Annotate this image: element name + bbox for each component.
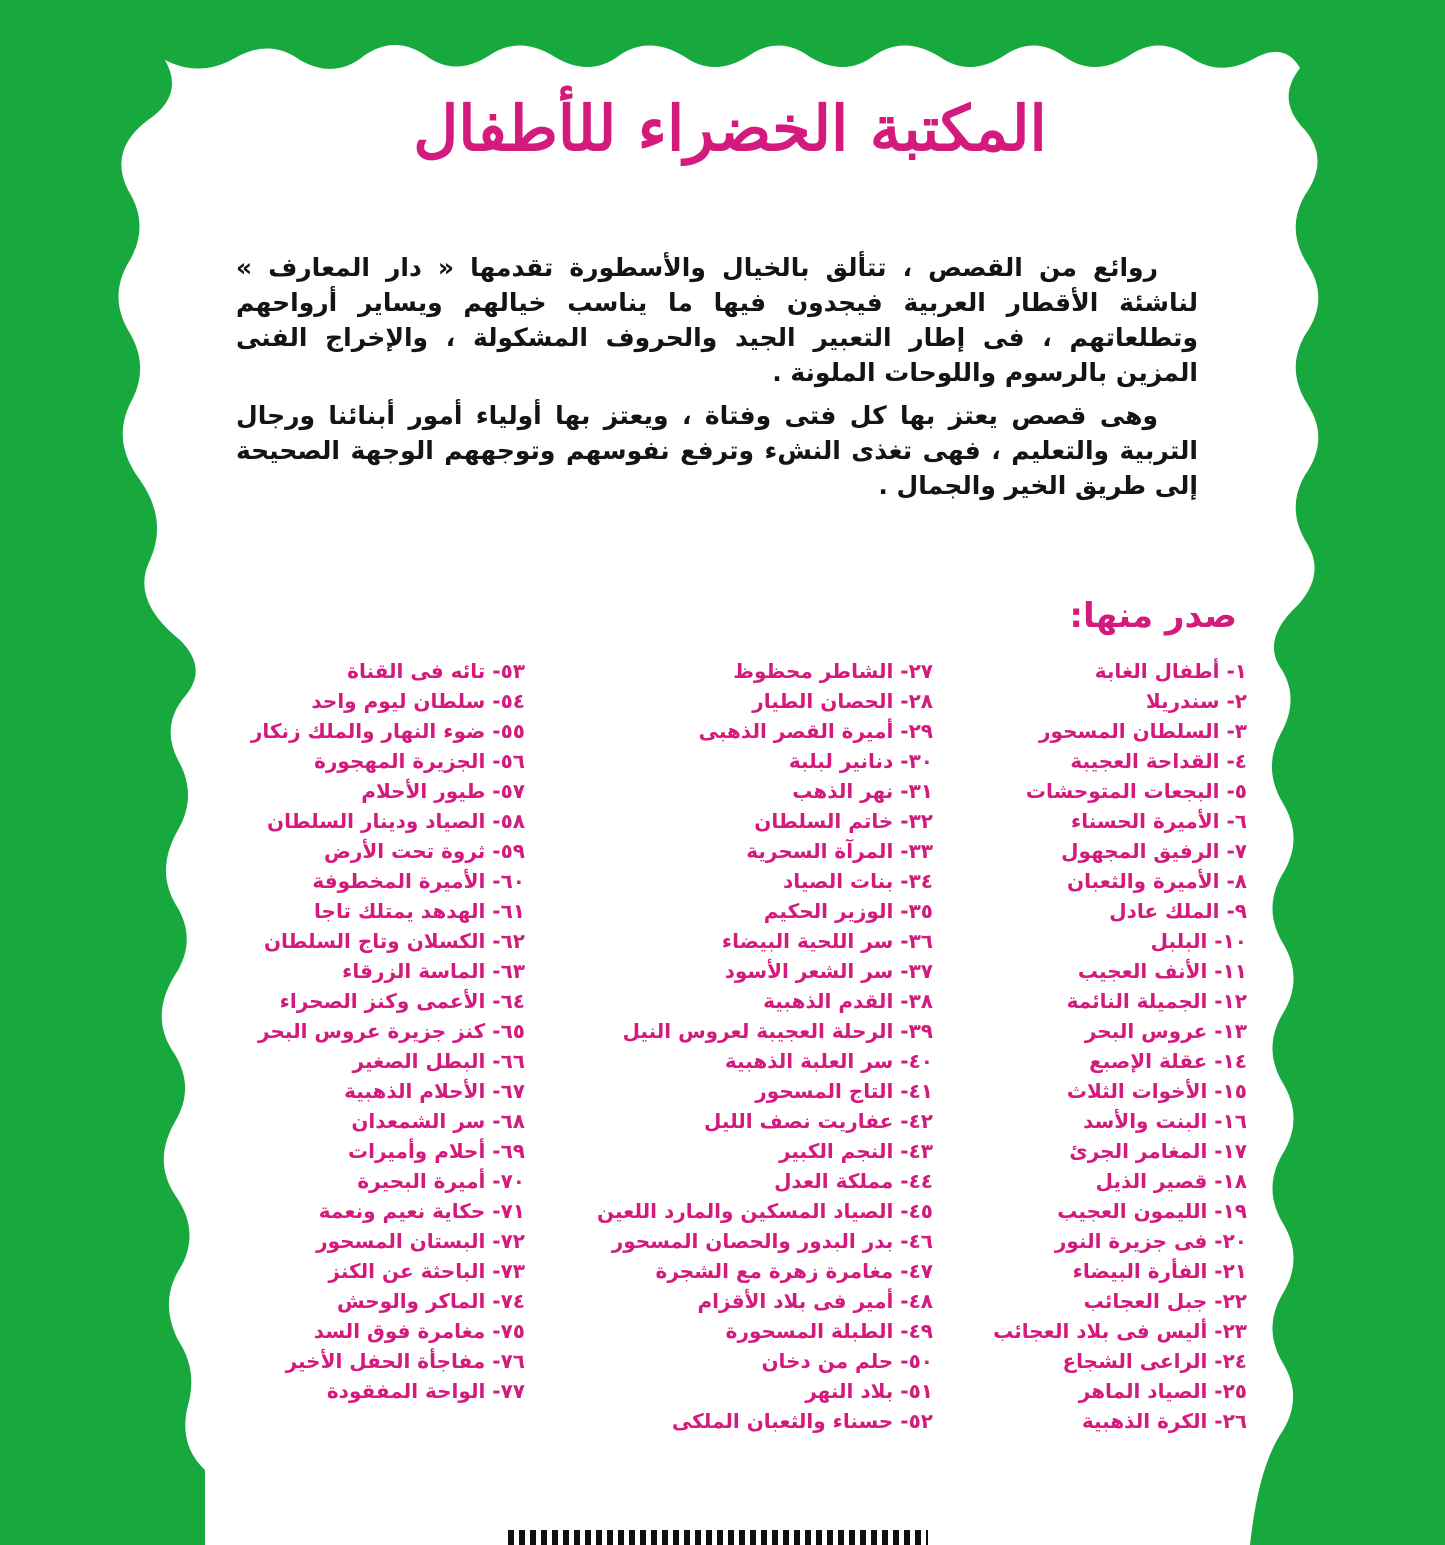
list-item: ٦٤- الأعمى وكنز الصحراء — [279, 989, 525, 1013]
list-item: ٥٤- سلطان ليوم واحد — [311, 689, 525, 713]
list-item: ١٢- الجميلة النائمة — [1066, 989, 1247, 1013]
list-item: ٢٨- الحصان الطيار — [752, 689, 933, 713]
list-item: ٣٩- الرحلة العجيبة لعروس النيل — [622, 1019, 933, 1043]
list-item: ٤٤- مملكة العدل — [774, 1169, 933, 1193]
titles-column-3 — [251, 656, 525, 1406]
list-item: ٢٦- الكرة الذهبية — [1081, 1409, 1247, 1433]
list-item: ٤٩- الطبلة المسحورة — [725, 1319, 933, 1343]
list-item: ١٦- البنت والأسد — [1083, 1109, 1247, 1133]
list-item: ٥٢- حسناء والثعبان الملكى — [671, 1409, 933, 1433]
list-item: ٦١- الهدهد يمتلك تاجا — [314, 899, 525, 923]
list-item: ١٩- الليمون العجيب — [1057, 1199, 1247, 1223]
list-item: ٣٦- سر اللحية البيضاء — [721, 929, 933, 953]
list-item: ٢٢- جبل العجائب — [1083, 1289, 1247, 1313]
list-item: ٧٠- أميرة البحيرة — [357, 1169, 525, 1193]
list-item: ٣٣- المرآة السحرية — [746, 839, 933, 863]
list-item: ٧٤- الماكر والوحش — [336, 1289, 525, 1313]
list-item: ٣٥- الوزير الحكيم — [763, 899, 933, 923]
list-item: ٤٧- مغامرة زهرة مع الشجرة — [655, 1259, 933, 1283]
titles-column-1 — [993, 656, 1247, 1436]
list-item: ٢- سندريلا — [1145, 689, 1247, 713]
list-item: ٦٨- سر الشمعدان — [351, 1109, 525, 1133]
list-item: ٥٩- ثروة تحت الأرض — [323, 839, 525, 863]
list-item: ٦٧- الأحلام الذهبية — [344, 1079, 525, 1103]
list-item: ٧٦- مفاجأة الحفل الأخير — [285, 1349, 525, 1373]
list-item: ٤١- التاج المسحور — [755, 1079, 933, 1103]
list-item: ٩- الملك عادل — [1109, 899, 1247, 923]
footer-barcode-strip — [508, 1530, 928, 1545]
list-item: ٦٦- البطل الصغير — [352, 1049, 525, 1073]
list-item: ١٨- قصير الذيل — [1095, 1169, 1247, 1193]
list-item: ٥٠- حلم من دخان — [761, 1349, 933, 1373]
list-item: ٤٢- عفاريت نصف الليل — [704, 1109, 933, 1133]
list-item: ٦٢- الكسلان وتاج السلطان — [263, 929, 525, 953]
list-item: ٦٠- الأميرة المخطوفة — [312, 869, 525, 893]
list-item: ٧٥- مغامرة فوق السد — [313, 1319, 525, 1343]
list-item: ٣٨- القدم الذهبية — [763, 989, 933, 1013]
list-item: ٤٨- أمير فى بلاد الأقزام — [697, 1289, 933, 1313]
list-item: ١١- الأنف العجيب — [1077, 959, 1247, 983]
list-item: ٤٦- بدر البدور والحصان المسحور — [611, 1229, 933, 1253]
list-item: ٥٦- الجزيرة المهجورة — [314, 749, 525, 773]
list-item: ٢٣- أليس فى بلاد العجائب — [993, 1319, 1247, 1343]
list-item: ٥٨- الصياد ودينار السلطان — [267, 809, 525, 833]
list-item: ٦٩- أحلام وأميرات — [348, 1139, 525, 1163]
list-item: ٤٠- سر العلبة الذهبية — [724, 1049, 933, 1073]
published-heading: صدر منها: — [1069, 596, 1237, 636]
list-item: ٦- الأميرة الحسناء — [1070, 809, 1247, 833]
list-item: ٣١- نهر الذهب — [792, 779, 933, 803]
list-item: ٥٣- تائه فى القناة — [347, 659, 525, 683]
list-item: ٣- السلطان المسحور — [1039, 719, 1247, 743]
list-item: ١٠- البلبل — [1150, 929, 1247, 953]
list-item: ١- أطفال الغابة — [1094, 659, 1247, 683]
titles-column-2 — [597, 656, 933, 1436]
list-item: ٢٥- الصياد الماهر — [1078, 1379, 1247, 1403]
list-item: ٧١- حكاية نعيم ونعمة — [318, 1199, 525, 1223]
list-item: ٧- الرفيق المجهول — [1061, 839, 1247, 863]
list-item: ٣٧- سر الشعر الأسود — [724, 959, 933, 983]
list-item: ٧٢- البستان المسحور — [316, 1229, 525, 1253]
list-item: ٥٥- ضوء النهار والملك زنكار — [250, 719, 525, 743]
list-item: ٦٥- كنز جزيرة عروس البحر — [258, 1019, 525, 1043]
list-item: ٤٥- الصياد المسكين والمارد اللعين — [597, 1199, 933, 1223]
intro-paragraph-2: وهى قصص يعتز بها كل فتى وفتاة ، ويعتز بها أولياء أمور أبنائنا ورجال التربية والتعليم ، فهى تغذى النشء وترفع نفوسهم وتوجههم الوجهة الصحيحة إلى طريق الخير والجمال . — [236, 401, 1198, 500]
list-item: ٧٣- الباحثة عن الكنز — [328, 1259, 525, 1283]
list-item: ٤٣- النجم الكبير — [778, 1139, 933, 1163]
list-item: ٢٠- فى جزيرة النور — [1054, 1229, 1247, 1253]
list-item: ٦٣- الماسة الزرقاء — [342, 959, 525, 983]
list-item: ١٤- عقلة الإصبع — [1089, 1049, 1247, 1073]
list-item: ٥- البجعات المتوحشات — [1025, 779, 1247, 803]
list-item: ٧٧- الواحة المفقودة — [326, 1379, 525, 1403]
list-item: ٨- الأميرة والثعبان — [1067, 869, 1247, 893]
list-item: ٢٤- الراعى الشجاع — [1062, 1349, 1247, 1373]
intro-paragraph-1: روائع من القصص ، تتألق بالخيال والأسطورة تقدمها « دار المعارف » لناشئة الأقطار العربية فيجدون فيها ما يناسب خيالهم ويساير أرواحهم وتطلعاتهم ، فى إطار التعبير الجيد والحروف المشكولة ، والإخراج الفنى المزين بالرسوم واللوحات الملونة . — [236, 253, 1198, 387]
list-item: ٢٩- أميرة القصر الذهبى — [698, 719, 933, 743]
list-item: ٢١- الفأرة البيضاء — [1072, 1259, 1247, 1283]
intro-text — [236, 250, 1198, 511]
list-item: ١٥- الأخوات الثلاث — [1066, 1079, 1247, 1103]
list-item: ٥٧- طيور الأحلام — [361, 779, 525, 803]
list-item: ٣٠- دنانير لبلبة — [788, 749, 933, 773]
list-item: ٣٢- خاتم السلطان — [754, 809, 933, 833]
list-item: ١٣- عروس البحر — [1084, 1019, 1247, 1043]
list-item: ٢٧- الشاطر محظوظ — [733, 659, 933, 683]
list-item: ٤- القداحة العجيبة — [1070, 749, 1247, 773]
page-title: المكتبة الخضراء للأطفال — [413, 92, 1047, 165]
list-item: ١٧- المغامر الجرئ — [1069, 1139, 1247, 1163]
list-item: ٥١- بلاد النهر — [805, 1379, 933, 1403]
list-item: ٣٤- بنات الصياد — [783, 869, 933, 893]
